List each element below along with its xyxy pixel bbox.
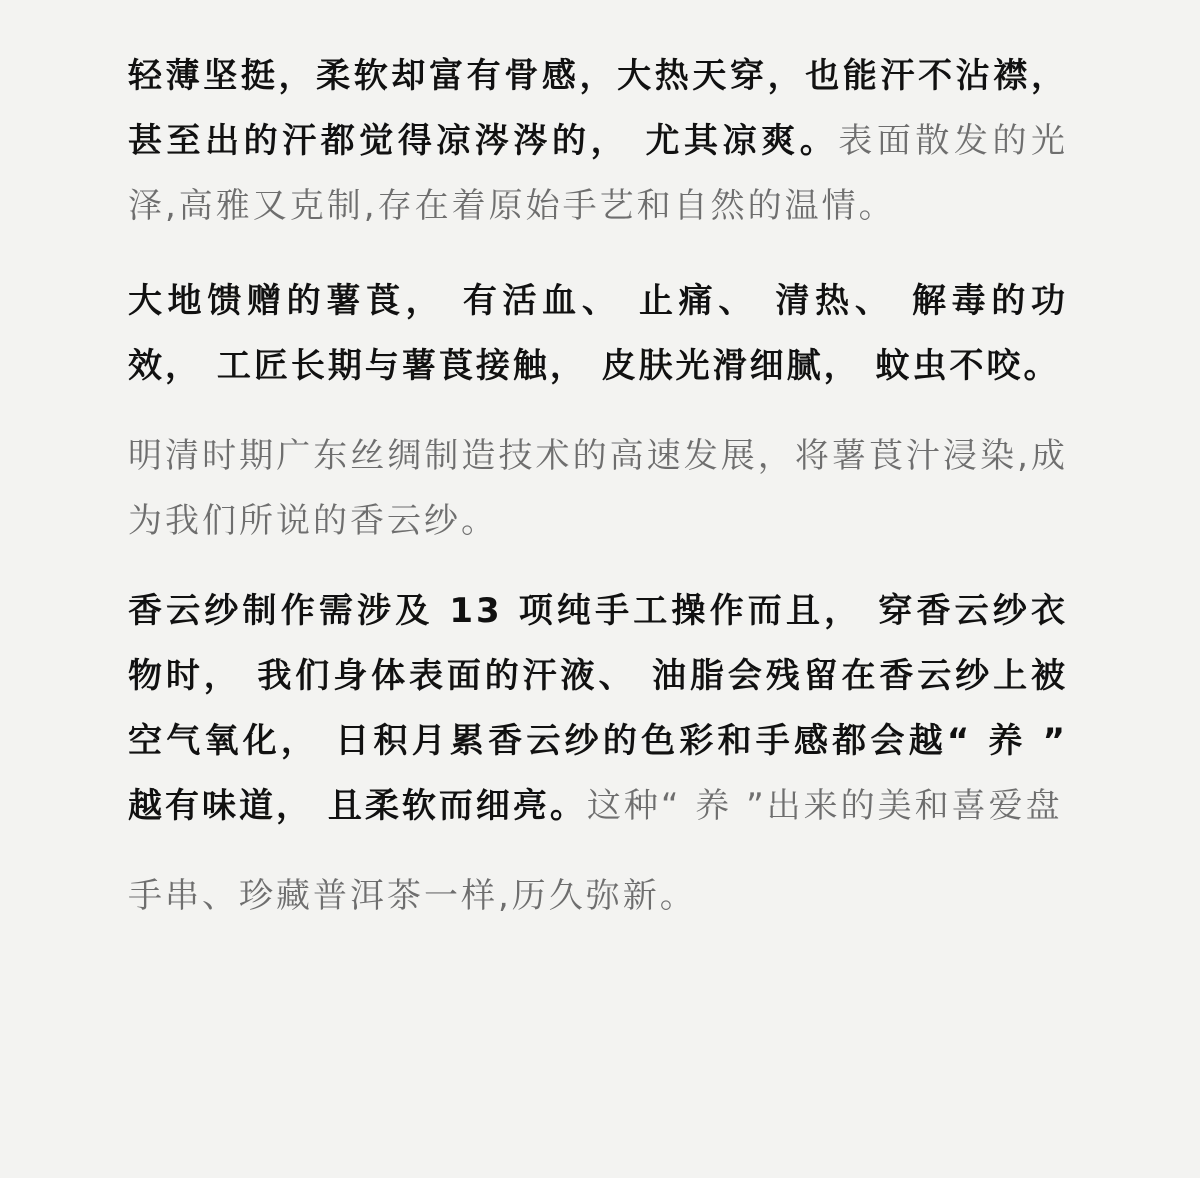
paragraph-texture: [128, 44, 1068, 239]
paragraph-yam-benefits: [128, 269, 1068, 399]
paragraph-texture-emphasis: 轻薄坚挺，柔软却富有骨感，大热天穿，也能汗不沾襟， 甚至出的汗都觉得凉涔涔的， 尤其凉爽。: [128, 56, 1068, 161]
paragraph-closing: [128, 864, 1068, 929]
paragraph-texture-detail: 表面散发的光泽,高雅又克制,存在着原始手艺和自然的温情。: [128, 121, 1069, 226]
paragraph-closing-text: 手串、珍藏普洱茶一样,历久弥新。: [128, 876, 697, 916]
paragraph-yam-benefits-text: 大地馈赠的薯莨， 有活血、 止痛、 清热、 解毒的功效， 工匠长期与薯莨接触， 皮肤光滑细腻， 蚊虫不咬。: [128, 281, 1068, 386]
paragraph-craft: [128, 579, 1068, 839]
paragraph-history-text: 明清时期广东丝绸制造技术的高速发展，将薯莨汁浸染,成为我们所说的香云纱。: [128, 436, 1068, 541]
paragraph-history: [128, 424, 1068, 554]
paragraph-craft-emphasis: 香云纱制作需涉及 13 项纯手工操作而且， 穿香云纱衣物时， 我们身体表面的汗液、 油脂会残留在香云纱上被空气氧化， 日积月累香云纱的色彩和手感都会越“ 养 ” 越有味道， 且柔软而细亮。: [128, 591, 1068, 826]
paragraph-craft-detail: 这种“ 养 ”出来的美和喜爱盘: [586, 786, 1063, 826]
